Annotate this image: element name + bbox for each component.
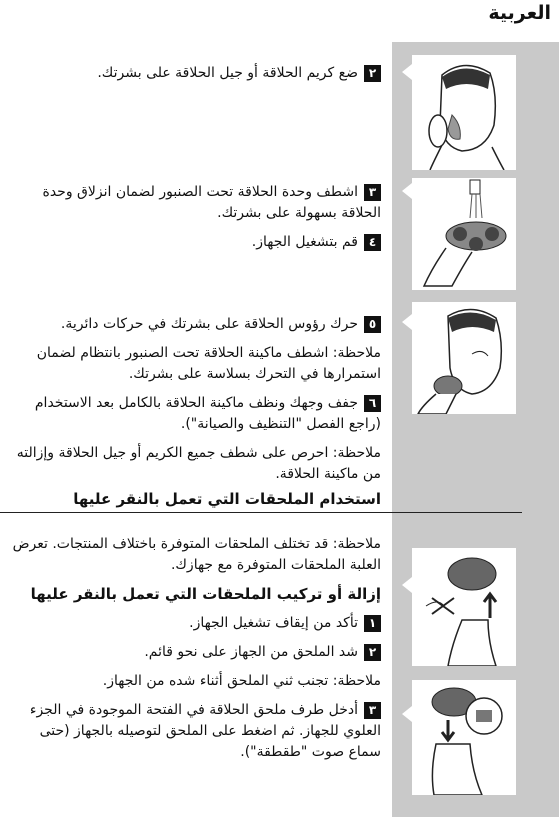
language-header: العربية bbox=[488, 2, 551, 24]
step-item bbox=[9, 314, 381, 335]
step-text: تأكد من إيقاف تشغيل الجهاز. bbox=[189, 615, 358, 631]
step-item bbox=[9, 63, 381, 84]
step-text: قم بتشغيل الجهاز. bbox=[251, 234, 358, 250]
attach-accessory-illustration bbox=[412, 680, 516, 795]
section-divider bbox=[0, 512, 522, 513]
note-bend: ملاحظة: تجنب ثني الملحق أثناء شده من الجهاز. bbox=[102, 673, 381, 689]
subsection-title: إزالة أو تركيب الملحقات التي تعمل بالنقر عليها bbox=[30, 585, 381, 603]
step-text: أدخل طرف ملحق الحلاقة في الفتحة الموجودة في الجزء العلوي للجهاز. ثم اضغط على الملحق لتوصيله بالجهاز (حتى سماع صوت "طقطقة"). bbox=[29, 702, 381, 760]
step-item bbox=[9, 642, 381, 663]
step-number: ٥ bbox=[364, 316, 381, 333]
step-number: ٤ bbox=[364, 234, 381, 251]
step-text: شد الملحق من الجهاز على نحو قائم. bbox=[144, 644, 358, 660]
step-text: ضع كريم الحلاقة أو جيل الحلاقة على بشرتك. bbox=[97, 65, 358, 81]
accessories-block bbox=[9, 534, 381, 771]
step-item bbox=[9, 613, 381, 634]
step-number: ٢ bbox=[364, 644, 381, 661]
step-number: ٣ bbox=[364, 702, 381, 719]
step-item bbox=[9, 700, 381, 763]
step-text: جفف وجهك ونظف ماكينة الحلاقة بالكامل بعد الاستخدام (راجع الفصل "التنظيف والصيانة"). bbox=[34, 395, 381, 432]
step-number: ٢ bbox=[364, 65, 381, 82]
section-title: استخدام الملحقات التي تعمل بالنقر عليها bbox=[73, 490, 381, 508]
shaving-face-illustration bbox=[412, 302, 516, 414]
figure-pointer bbox=[402, 577, 412, 593]
figure-pointer bbox=[402, 64, 412, 80]
note-accessories-vary: ملاحظة: قد تختلف الملحقات المتوفرة باختلاف المنتجات. تعرض العلبة الملحقات المتوفرة مع جهازك. bbox=[12, 536, 381, 573]
rinse-shaver-illustration bbox=[412, 178, 516, 290]
step-item bbox=[9, 182, 381, 224]
face-cream-illustration bbox=[412, 55, 516, 170]
step-block-rinse bbox=[9, 182, 381, 261]
step-item bbox=[9, 393, 381, 435]
note-rinse: ملاحظة: اشطف ماكينة الحلاقة تحت الصنبور بانتظام لضمان استمرارها في التحرك بسلاسة على بشرتك. bbox=[36, 345, 381, 382]
step-item bbox=[9, 232, 381, 253]
step-number: ١ bbox=[364, 615, 381, 632]
step-number: ٣ bbox=[364, 184, 381, 201]
figure-pointer bbox=[402, 183, 412, 199]
figure-pointer bbox=[402, 314, 412, 330]
step-text: حرك رؤوس الحلاقة على بشرتك في حركات دائرية. bbox=[60, 316, 358, 332]
remove-attachment-illustration bbox=[412, 548, 516, 666]
step-block-shave bbox=[9, 314, 381, 493]
step-block-apply-cream bbox=[9, 63, 381, 92]
figure-pointer bbox=[402, 706, 412, 722]
note-cleanup: ملاحظة: احرص على شطف جميع الكريم أو جيل الحلاقة وإزالته من ماكينة الحلاقة. bbox=[16, 445, 381, 482]
step-number: ٦ bbox=[364, 395, 381, 412]
step-text: اشطف وحدة الحلاقة تحت الصنبور لضمان انزلاق وحدة الحلاقة بسهولة على بشرتك. bbox=[42, 184, 381, 221]
